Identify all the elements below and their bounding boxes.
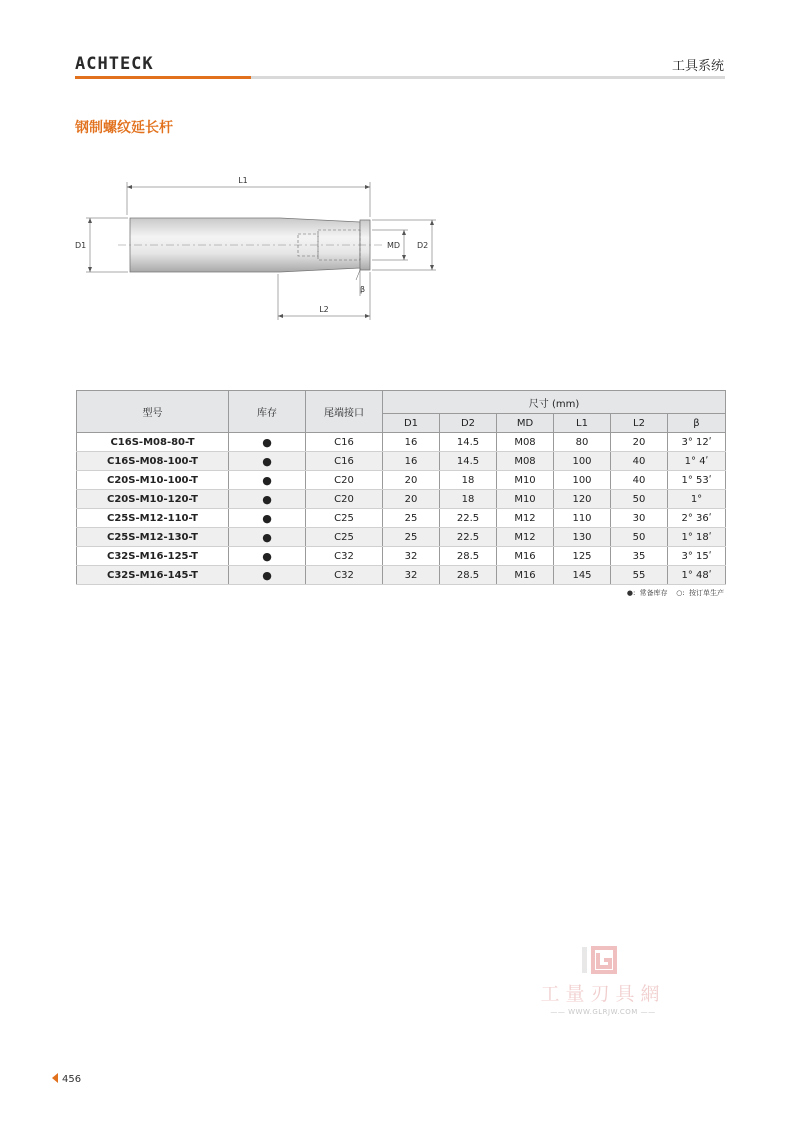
col-header-d2: D2 xyxy=(440,414,497,433)
col-header-l2: L2 xyxy=(611,414,668,433)
cell-beta: 3° 12ʹ xyxy=(668,433,726,452)
cell-tail: C32 xyxy=(306,547,383,566)
header-accent-bar xyxy=(75,76,251,79)
cell-beta: 3° 15ʹ xyxy=(668,547,726,566)
legend-order-label: 按订单生产 xyxy=(689,589,724,597)
cell-stock: ● xyxy=(229,528,306,547)
cell-stock: ● xyxy=(229,452,306,471)
cell-d2: 14.5 xyxy=(440,433,497,452)
dim-label-d2: D2 xyxy=(417,241,429,250)
col-header-stock: 库存 xyxy=(229,391,306,433)
cell-d1: 20 xyxy=(383,471,440,490)
page-arrow-icon xyxy=(52,1073,58,1083)
cell-model: C20S-M10-120-T xyxy=(77,490,229,509)
cell-d1: 25 xyxy=(383,509,440,528)
cell-beta: 1° 18ʹ xyxy=(668,528,726,547)
cell-d2: 22.5 xyxy=(440,528,497,547)
watermark-url: —— WWW.GLRJW.COM —— xyxy=(550,1008,656,1016)
cell-stock: ● xyxy=(229,509,306,528)
table-row xyxy=(77,528,726,547)
cell-model: C25S-M12-110-T xyxy=(77,509,229,528)
cell-d2: 22.5 xyxy=(440,509,497,528)
cell-stock: ● xyxy=(229,471,306,490)
brand-logo: ACHTECK xyxy=(75,54,154,74)
col-header-tail: 尾端接口 xyxy=(306,391,383,433)
cell-l2: 55 xyxy=(611,566,668,585)
dim-label-l2: L2 xyxy=(319,305,329,314)
cell-beta: 1° 4ʹ xyxy=(668,452,726,471)
cell-model: C32S-M16-145-T xyxy=(77,566,229,585)
cell-md: M10 xyxy=(497,471,554,490)
col-header-md: MD xyxy=(497,414,554,433)
table-row xyxy=(77,471,726,490)
cell-tail: C32 xyxy=(306,566,383,585)
technical-drawing xyxy=(70,170,450,330)
cell-l1: 130 xyxy=(554,528,611,547)
cell-l2: 50 xyxy=(611,528,668,547)
cell-model: C16S-M08-80-T xyxy=(77,433,229,452)
cell-model: C32S-M16-125-T xyxy=(77,547,229,566)
cell-d2: 28.5 xyxy=(440,566,497,585)
cell-beta: 2° 36ʹ xyxy=(668,509,726,528)
cell-d1: 32 xyxy=(383,547,440,566)
dim-label-l1: L1 xyxy=(238,176,248,185)
cell-beta: 1° 48ʹ xyxy=(668,566,726,585)
page-title: 钢制螺纹延长杆 xyxy=(75,120,173,136)
cell-l2: 20 xyxy=(611,433,668,452)
shaft-body xyxy=(130,218,360,272)
cell-tail: C25 xyxy=(306,528,383,547)
cell-md: M08 xyxy=(497,452,554,471)
cell-d1: 32 xyxy=(383,566,440,585)
col-header-dims: 尺寸 (mm) xyxy=(383,391,726,414)
cell-l2: 40 xyxy=(611,452,668,471)
watermark-logo-icon xyxy=(580,945,626,975)
cell-tail: C16 xyxy=(306,433,383,452)
cell-beta: 1° 53ʹ xyxy=(668,471,726,490)
table-row xyxy=(77,509,726,528)
section-label: 工具系统 xyxy=(671,59,724,74)
cell-stock: ● xyxy=(229,490,306,509)
cell-d2: 18 xyxy=(440,471,497,490)
cell-l1: 125 xyxy=(554,547,611,566)
legend-order-symbol: ○ xyxy=(676,589,683,597)
cell-tail: C25 xyxy=(306,509,383,528)
watermark xyxy=(533,945,673,1016)
col-header-d1: D1 xyxy=(383,414,440,433)
cell-md: M12 xyxy=(497,528,554,547)
cell-d1: 16 xyxy=(383,433,440,452)
legend-stock-symbol: ● xyxy=(626,589,634,597)
cell-stock: ● xyxy=(229,547,306,566)
cell-md: M16 xyxy=(497,547,554,566)
cell-l2: 50 xyxy=(611,490,668,509)
cell-tail: C16 xyxy=(306,452,383,471)
table-row xyxy=(77,452,726,471)
cell-l1: 80 xyxy=(554,433,611,452)
dim-label-d1: D1 xyxy=(75,241,87,250)
cell-beta: 1° xyxy=(668,490,726,509)
legend-stock-label: 常备库存 xyxy=(639,589,668,597)
cell-d1: 20 xyxy=(383,490,440,509)
page-number-text: 456 xyxy=(62,1074,82,1085)
cell-stock: ● xyxy=(229,566,306,585)
table-row xyxy=(77,433,726,452)
cell-d1: 16 xyxy=(383,452,440,471)
cell-l2: 35 xyxy=(611,547,668,566)
col-header-beta: β xyxy=(668,414,726,433)
cell-tail: C20 xyxy=(306,471,383,490)
cell-l2: 40 xyxy=(611,471,668,490)
col-header-l1: L1 xyxy=(554,414,611,433)
watermark-name: 工量刃具網 xyxy=(540,983,666,1005)
cell-l1: 110 xyxy=(554,509,611,528)
dim-label-md: MD xyxy=(387,241,401,250)
table-legend: ●: 常备库存 ○: 按订单生产 xyxy=(626,589,724,597)
cell-l1: 100 xyxy=(554,452,611,471)
page-number xyxy=(52,1073,81,1085)
cell-l1: 120 xyxy=(554,490,611,509)
cell-l1: 100 xyxy=(554,471,611,490)
table-row xyxy=(77,547,726,566)
cell-model: C20S-M10-100-T xyxy=(77,471,229,490)
cell-d2: 18 xyxy=(440,490,497,509)
dim-label-beta: β xyxy=(360,285,366,294)
cell-stock: ● xyxy=(229,433,306,452)
cell-tail: C20 xyxy=(306,490,383,509)
table-row xyxy=(77,490,726,509)
cell-d2: 14.5 xyxy=(440,452,497,471)
spec-table xyxy=(76,390,726,585)
cell-model: C25S-M12-130-T xyxy=(77,528,229,547)
cell-md: M12 xyxy=(497,509,554,528)
cell-md: M16 xyxy=(497,566,554,585)
cell-md: M10 xyxy=(497,490,554,509)
cell-model: C16S-M08-100-T xyxy=(77,452,229,471)
col-header-model: 型号 xyxy=(77,391,229,433)
cell-d2: 28.5 xyxy=(440,547,497,566)
cell-md: M08 xyxy=(497,433,554,452)
cell-l2: 30 xyxy=(611,509,668,528)
cell-l1: 145 xyxy=(554,566,611,585)
cell-d1: 25 xyxy=(383,528,440,547)
table-row xyxy=(77,566,726,585)
